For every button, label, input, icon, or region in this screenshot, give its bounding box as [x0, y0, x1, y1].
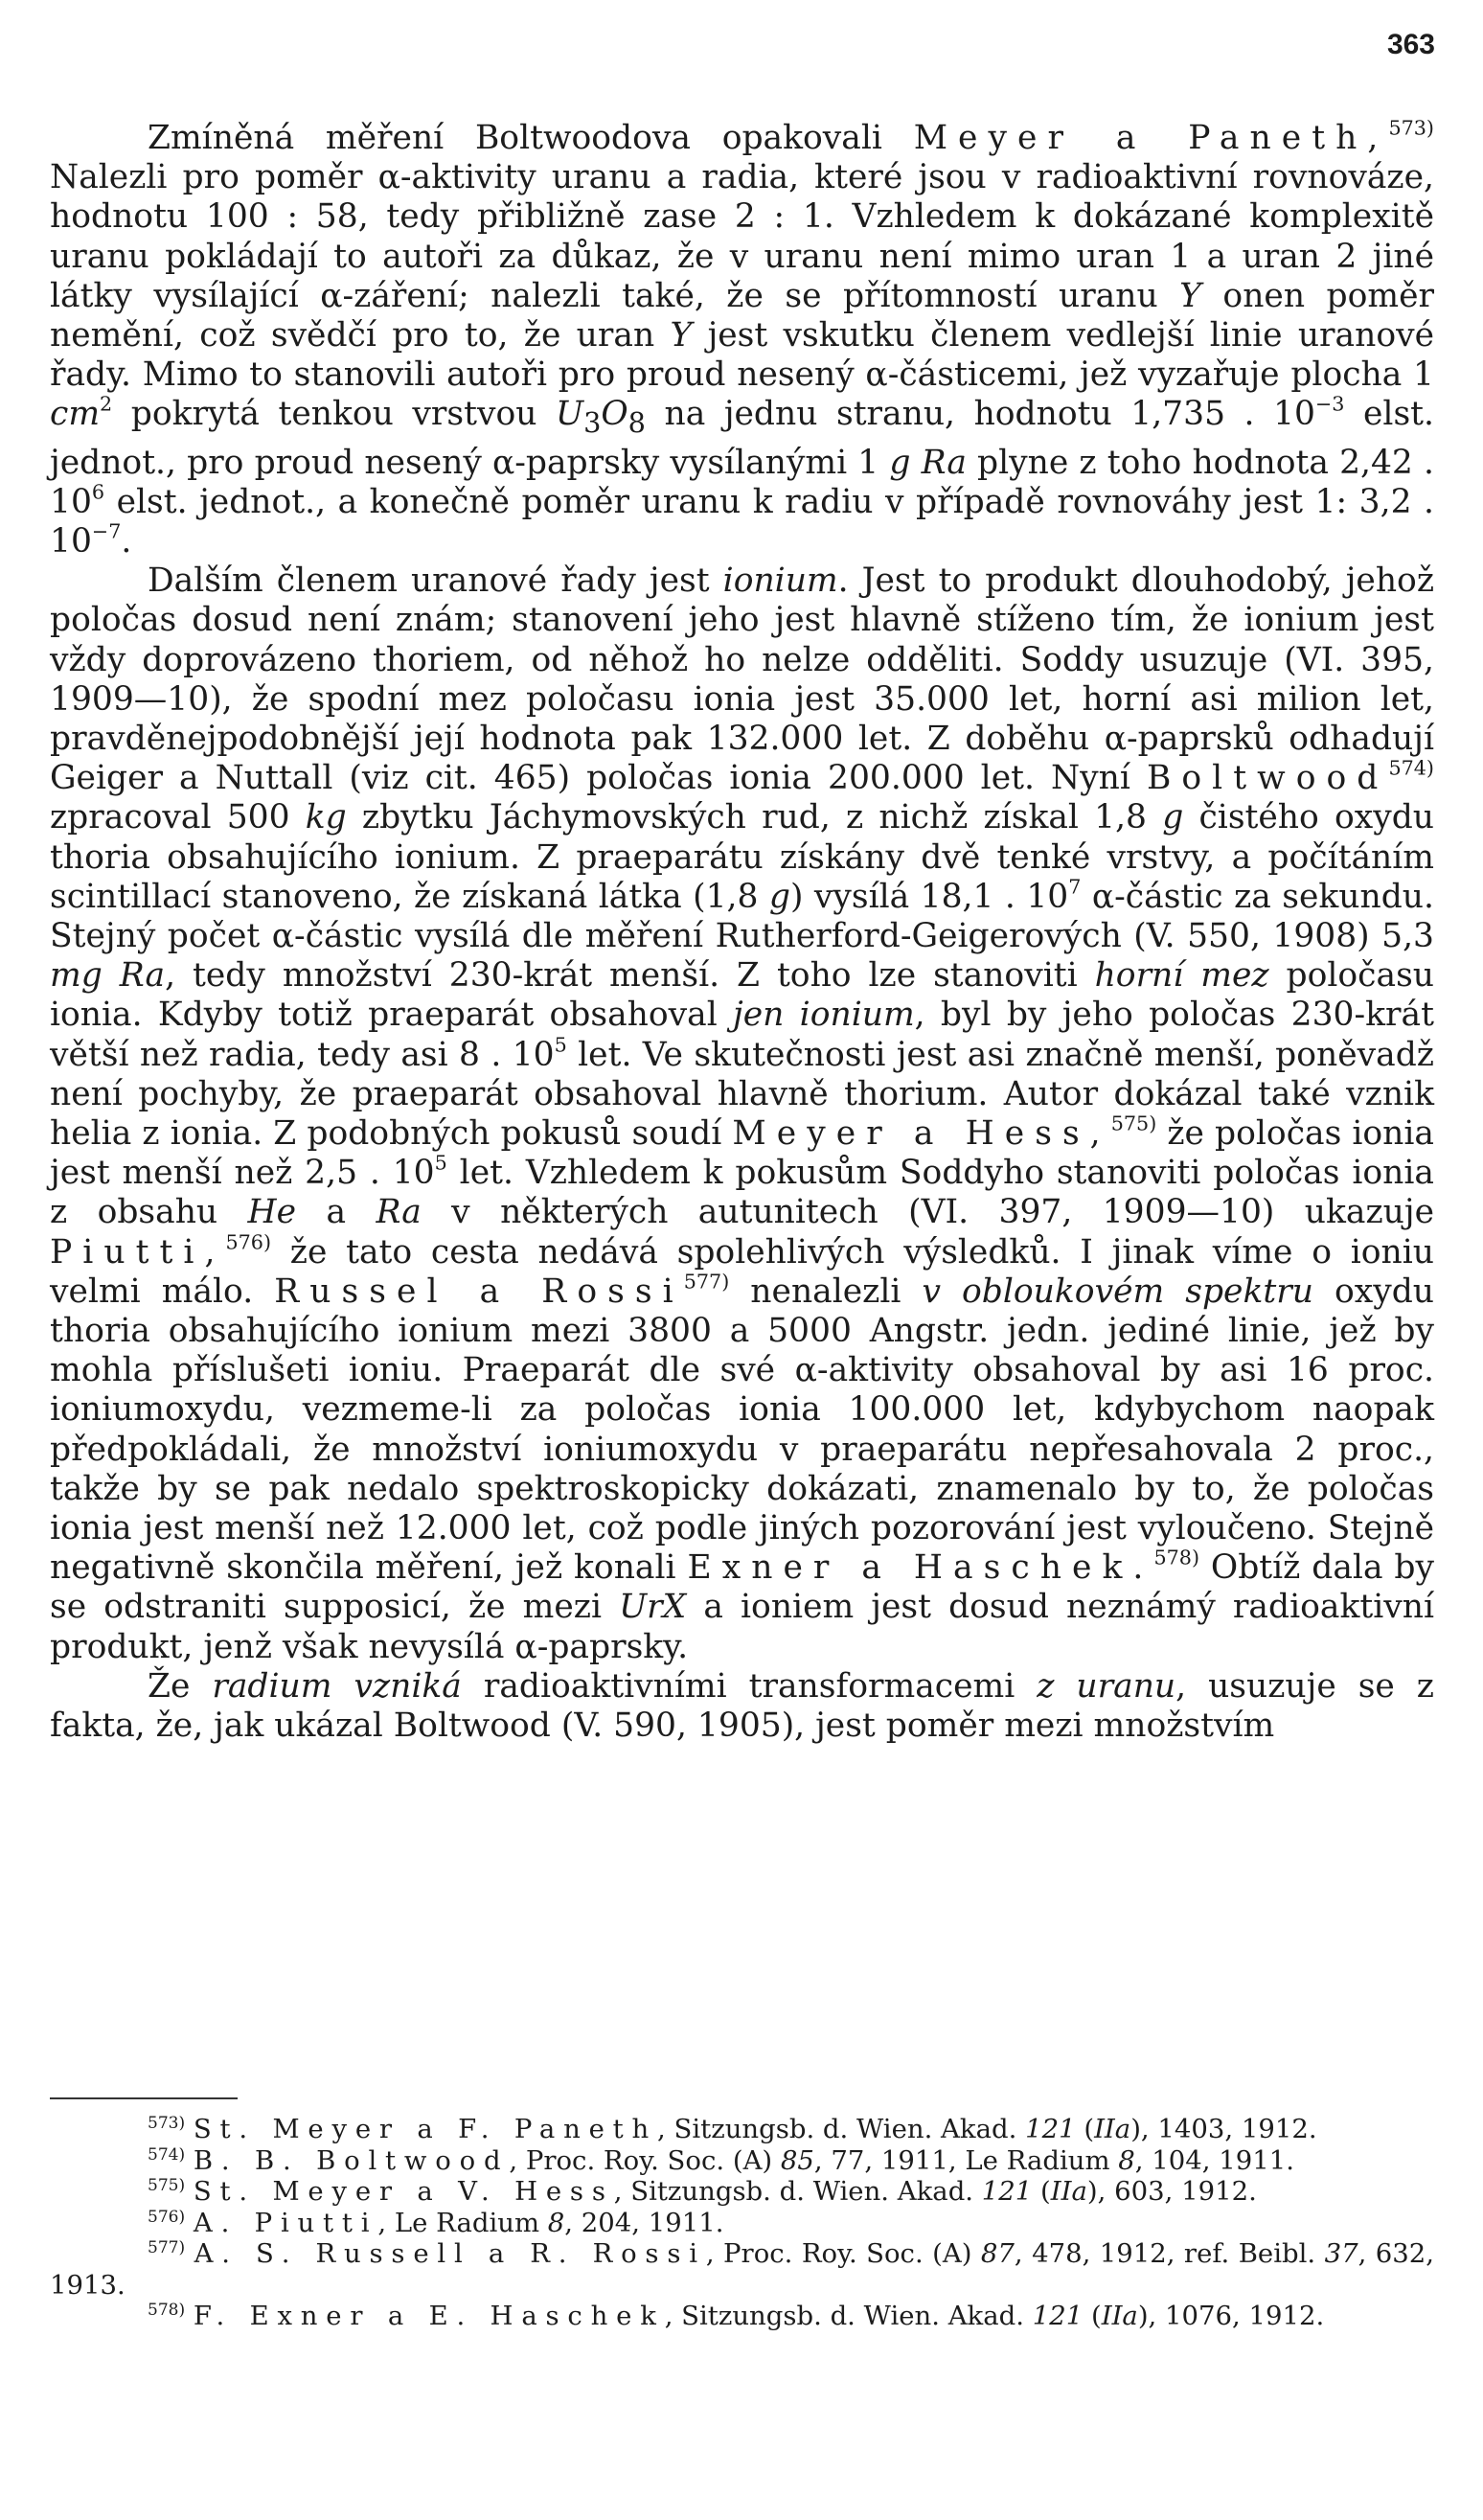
paragraph-radium-from-uranium: Že radium vzniká radioaktivními transformacemi z uranu, usuzuje se z fakta, že, jak ukázal Boltwood (V. 590, 1905), jest poměr mezi množstvím [50, 1666, 1434, 1746]
footnote-574: $^{574)}$ B. B. Boltwood, Proc. Roy. Soc. (A) 85, 77, 1911, Le Radium 8, 104, 1911. [148, 2144, 1294, 2176]
footnote-573: $^{573)}$ St. Meyer a F. Paneth, Sitzungsb. d. Wien. Akad. 121 (IIa), 1403, 1912. [148, 2113, 1317, 2144]
paragraph-ionium: Dalším členem uranové řady jest ionium. Jest to produkt dlouhodobý, jehož poločas dosud není znám; stanovení jeho jest hlavně stíženo tím, že ionium jest vždy doprovázeno thoriem, od něhož ho nelze odděliti. Soddy usuzuje (VI. 395, 1909—10), že spodní mez poločasu ionia jest 35.000 let, horní asi milion let, pravděnejpodobnější její hodnota pak 132.000 let. Z doběhu α-paprsků odhadují Geiger a Nuttall (viz cit. 465) poločas ionia 200.000 let. Nyní Boltwood$^{574)}$ zpracoval 500 kg zbytku Jáchymovských rud, z nichž získal 1,8 g čistého oxydu thoria obsahujícího ionium. Z praeparátu získány dvě tenké vrstvy, a počítáním scintillací stanoveno, že získaná látka (1,8 g) vysílá 18,1 . $10^7$ α-částic za sekundu. Stejný počet α-částic vysílá dle měření Rutherford-Geigerových (V. 550, 1908) 5,3 mg Ra, tedy množství 230-krát menší. Z toho lze stanoviti horní mez poločasu ionia. Kdyby totiž praeparát obsahoval jen ionium, byl by jeho poločas 230-krát větší než radia, tedy asi 8 . $10^5$ let. Ve skutečnosti jest asi značně menší, poněvadž není pochyby, že praeparát obsahoval hlavně thorium. Autor dokázal také vznik helia z ionia. Z podobných pokusů soudí Meyer a Hess,$^{575)}$ že poločas ionia jest menší než 2,5 . $10^5$ let. Vzhledem k pokusům Soddyho stanoviti poločas ionia z obsahu He a Ra v některých autunitech (VI. 397, 1909—10) ukazuje Piutti,$^{576)}$ že tato cesta nedává spolehlivých výsledků. I jinak víme o ioniu velmi málo. Russel a Rossi$^{577)}$ nenalezli v obloukovém spektru oxydu thoria obsahujícího ionium mezi 3800 a 5000 Angstr. jedn. jediné linie, jež by mohla příslušeti ioniu. Praeparát dle své α-aktivity obsahoval by asi 16 proc. ioniumoxydu, vezmeme-li za poločas ionia 100.000 let, kdybychom naopak předpokládali, že množství ioniumoxydu v praeparátu nepřesahovala 2 proc., takže by se pak nedalo spektroskopicky dokázati, znamenalo by to, že poločas ionia jest menší než 12.000 let, což podle jiných pozorování jest vyloučeno. Stejně negativně skončila měření, jež konali Exner a Haschek.$^{578)}$ Obtíž dala by se odstraniti supposicí, že mezi UrX a ioniem jest dosud neznámý radioaktivní produkt, jenž však nevysílá α-paprsky. [50, 561, 1435, 1666]
footnote-576: $^{576)}$ A. Piutti, Le Radium 8, 204, 1911. [148, 2207, 724, 2238]
main-text [50, 116, 1435, 1746]
footnote-577: $^{577)}$ A. S. Russell a R. Rossi, Proc. Roy. Soc. (A) 87, 478, 1912, ref. Beibl. 37, 632, 1913. [50, 2237, 1435, 2301]
paragraph-meyer-paneth: Zmíněná měření Boltwoodova opakovali Meyer a Paneth,$^{573)}$ Nalezli pro poměr α-aktivity uranu a radia, které jsou v radioaktivní rovnováze, hodnotu 100 : 58, tedy přibližně zase 2 : 1. Vzhledem k dokázané komplexitě uranu pokládají to autoři za důkaz, že v uranu není mimo uran 1 a uran 2 jiné látky vysílající α-záření; nalezli také, že se přítomností uranu Y onen poměr nemění, což svědčí pro to, že uran Y jest vskutku členem vedlejší linie uranové řady. Mimo to stanovili autoři pro proud nesený α-částicemi, jež vyzařuje plocha 1 $cm^2$ pokrytá tenkou vrstvou $U_3O_8$ na jednu stranu, hodnotu 1,735 . $10^{-3}$ elst. jednot., pro proud nesený α-paprsky vysílanými 1 g Ra plyne z toho hodnota 2,42 . $10^6$ elst. jednot., a konečně poměr uranu k radiu v případě rovnováhy jest 1: 3,2 . $10^{-7}$. [50, 116, 1434, 561]
footnote-divider [50, 2097, 238, 2099]
footnote-578: $^{578)}$ F. Exner a E. Haschek, Sitzungsb. d. Wien. Akad. 121 (IIa), 1076, 1912. [148, 2300, 1325, 2331]
footnote-575: $^{575)}$ St. Meyer a V. Hess, Sitzungsb. d. Wien. Akad. 121 (IIa), 603, 1912. [148, 2175, 1257, 2207]
page-number: 363 [1386, 29, 1435, 60]
footnotes [50, 2114, 1434, 2332]
